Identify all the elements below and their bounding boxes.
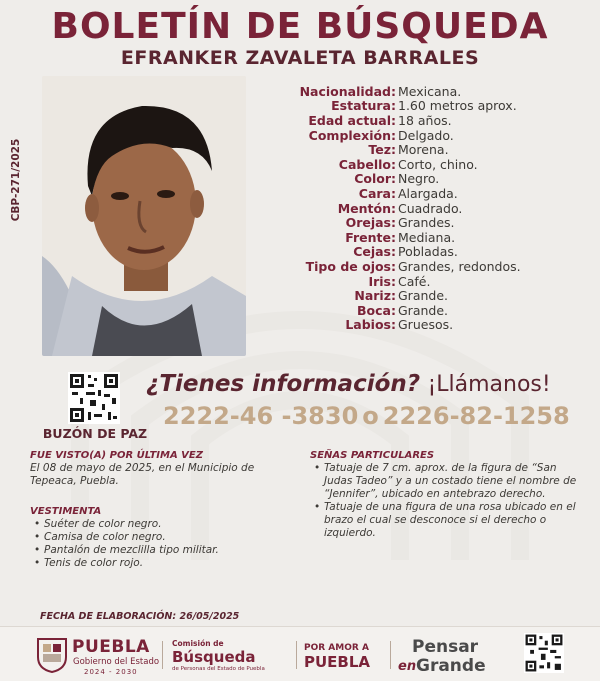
feature-label: Frente: <box>345 229 396 245</box>
feature-row <box>258 201 588 216</box>
comision-small-text: Comisión de <box>172 639 224 648</box>
feature-row <box>258 99 588 114</box>
feature-label: Edad actual: <box>308 112 396 128</box>
feature-value: Pobladas. <box>398 244 458 260</box>
feature-label: Complexión: <box>308 127 396 143</box>
phone-number-1[interactable]: 2222-46 -3830 <box>163 402 359 430</box>
feature-value: Corto, chino. <box>398 156 478 172</box>
feature-value: Negro. <box>398 171 440 187</box>
feature-row <box>258 128 588 143</box>
footer-logos <box>0 626 600 681</box>
feature-value: Grande. <box>398 288 449 304</box>
elaboration-date: FECHA DE ELABORACIÓN: 26/05/2025 <box>40 611 240 622</box>
footer-divider <box>296 641 297 669</box>
phone-number-2[interactable]: 2226-82-1258 <box>382 402 570 430</box>
feature-row <box>258 186 588 201</box>
puebla-government-logo <box>36 627 160 681</box>
feature-label: Estatura: <box>331 98 396 114</box>
feature-value: Grandes, redondos. <box>398 258 521 274</box>
feature-label: Cabello: <box>338 156 396 172</box>
feature-row <box>258 288 588 303</box>
marks-list <box>310 462 580 540</box>
person-photo <box>42 76 246 356</box>
coat-of-arms-icon <box>36 635 68 673</box>
pensar-en-grande-logo <box>398 627 498 681</box>
feature-row <box>258 259 588 274</box>
feature-row <box>258 84 588 99</box>
feature-row <box>258 245 588 260</box>
feature-row <box>258 113 588 128</box>
feature-row <box>258 274 588 289</box>
footer-qr-code[interactable] <box>524 633 564 673</box>
last-seen-text: El 08 de mayo de 2025, en el Municipio de Tepeaca, Puebla. <box>30 462 255 487</box>
feature-value: Grandes. <box>398 215 455 231</box>
feature-value: 18 años. <box>398 112 452 128</box>
call-us-text: ¡Llámanos! <box>427 372 551 397</box>
feature-label: Orejas: <box>345 215 396 231</box>
comision-busqueda-logo <box>172 627 292 681</box>
clothing-title: VESTIMENTA <box>30 506 102 517</box>
buzon-qr-code[interactable] <box>68 372 120 424</box>
feature-label: Iris: <box>368 273 396 289</box>
feature-row <box>258 157 588 172</box>
feature-row <box>258 303 588 318</box>
case-code: CBP-271/2025 <box>10 138 22 222</box>
feature-row <box>258 172 588 187</box>
info-question: ¿Tienes información? <box>146 371 421 397</box>
footer-divider <box>162 641 163 669</box>
years-text: 2024 - 2030 <box>84 668 138 676</box>
phone-separator: o <box>362 402 379 430</box>
feature-label: Labios: <box>345 317 396 333</box>
feature-value: Morena. <box>398 142 449 158</box>
feature-label: Cara: <box>358 185 396 201</box>
clothing-list <box>30 518 290 570</box>
feature-row <box>258 318 588 333</box>
buzon-de-paz-label: BUZÓN DE PAZ <box>42 426 148 441</box>
feature-value: Delgado. <box>398 127 454 143</box>
feature-value: Mediana. <box>398 229 456 245</box>
puebla-wordmark: PUEBLA <box>72 637 150 657</box>
feature-row <box>258 215 588 230</box>
missing-person-name: EFRANKER ZAVALETA BARRALES <box>120 47 480 69</box>
gobierno-text: Gobierno del Estado <box>73 657 160 667</box>
en-text: en <box>398 659 417 674</box>
pensar-text: Pensar <box>412 637 479 657</box>
feature-label: Nariz: <box>354 288 396 304</box>
info-heading <box>146 371 586 397</box>
feature-value: Mexicana. <box>398 83 462 99</box>
bulletin-title: BOLETÍN DE BÚSQUEDA <box>51 6 549 47</box>
feature-label: Tez: <box>368 142 396 158</box>
physical-features <box>258 84 588 332</box>
feature-row <box>258 230 588 245</box>
feature-value: 1.60 metros aprox. <box>398 98 517 114</box>
clothing-item: • Pantalón de mezclilla tipo militar. <box>30 544 290 557</box>
clothing-item: • Tenis de color rojo. <box>30 557 290 570</box>
phone-numbers <box>163 402 583 430</box>
clothing-item: • Camisa de color negro. <box>30 531 290 544</box>
last-seen-title: FUE VISTO(A) POR ÚLTIMA VEZ <box>30 450 203 461</box>
feature-value: Cuadrado. <box>398 200 463 216</box>
feature-label: Boca: <box>357 302 396 318</box>
feature-value: Alargada. <box>398 185 458 201</box>
feature-label: Nacionalidad: <box>299 83 396 99</box>
feature-row <box>258 142 588 157</box>
feature-value: Café. <box>398 273 431 289</box>
mark-item: • Tatuaje de 7 cm. aprox. de la figura de “San Judas Tadeo” y a un costado tiene el nombre de “Jennifer”, ubicado en antebrazo derecho. <box>310 462 580 501</box>
marks-title: SEÑAS PARTICULARES <box>310 450 435 461</box>
grande-text: Grande <box>416 656 486 676</box>
feature-label: Mentón: <box>337 200 396 216</box>
por-amor-a-text: POR AMOR A <box>304 643 369 653</box>
comision-big-text: Búsqueda <box>172 648 256 666</box>
mark-item: • Tatuaje de una figura de una rosa ubicado en el brazo el cual se desconoce si el derecho o izquierdo. <box>310 501 580 540</box>
comision-sub-text: de Personas del Estado de Puebla <box>172 666 265 672</box>
feature-label: Cejas: <box>353 244 396 260</box>
clothing-item: • Suéter de color negro. <box>30 518 290 531</box>
footer-divider <box>390 641 391 669</box>
feature-label: Tipo de ojos: <box>305 258 396 274</box>
feature-value: Grande. <box>398 302 449 318</box>
por-amor-puebla-text: PUEBLA <box>304 653 371 671</box>
por-amor-a-puebla-logo <box>304 627 384 681</box>
feature-label: Color: <box>354 171 396 187</box>
feature-value: Gruesos. <box>398 317 454 333</box>
